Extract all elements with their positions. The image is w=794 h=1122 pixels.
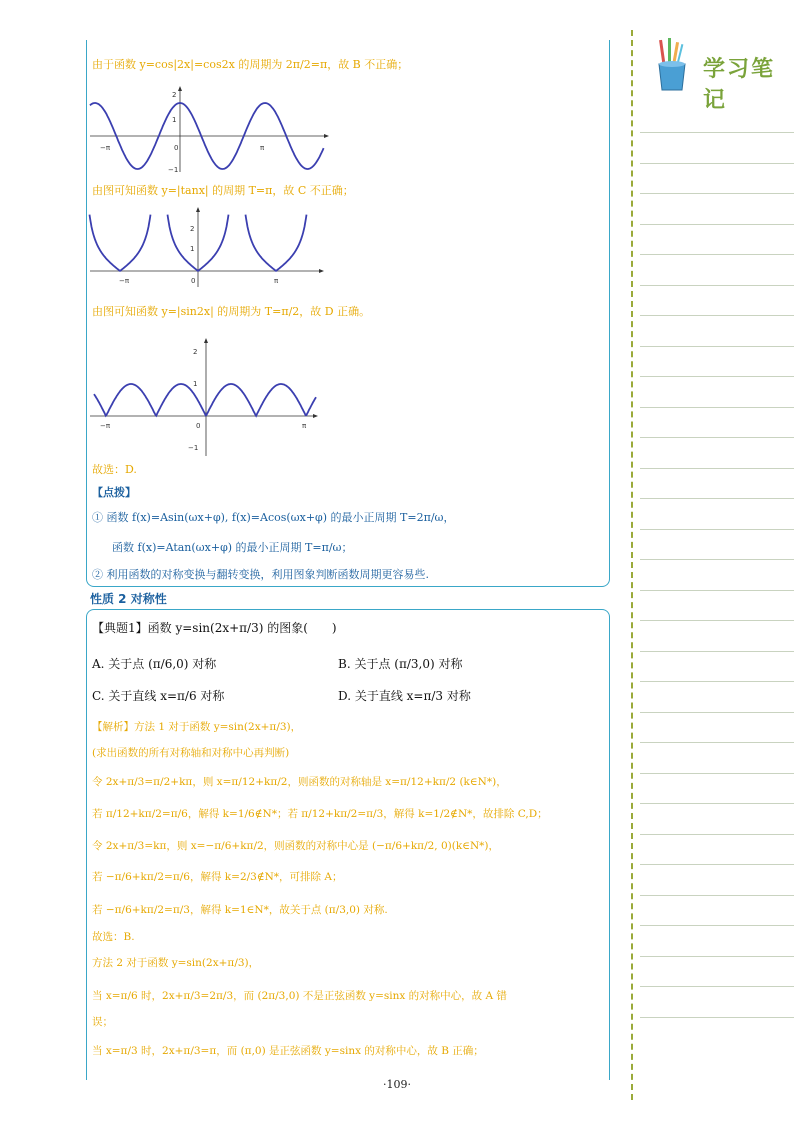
tick-label: 2 <box>193 348 198 356</box>
note-line <box>640 254 794 255</box>
note-line <box>640 407 794 408</box>
tip-title: 【点拨】 <box>92 486 136 499</box>
option-a: A. 关于点 (π/6,0) 对称 <box>92 657 217 671</box>
note-line <box>640 590 794 591</box>
tick-label: −1 <box>168 166 179 174</box>
note-line <box>640 986 794 987</box>
note-line <box>640 224 794 225</box>
pen-cup-icon <box>652 38 692 92</box>
note-line <box>640 132 794 133</box>
tick-label: 2 <box>190 225 195 233</box>
tick-label: −π <box>100 422 111 430</box>
note-line <box>640 437 794 438</box>
note-line <box>640 773 794 774</box>
tick-label: 0 <box>174 144 179 152</box>
solution-line: 方法 2 对于函数 y=sin(2x+π/3)， <box>92 957 260 969</box>
solution-line: 若 −π/6+kπ/2=π/6，解得 k=2/3∉N*，可排除 A； <box>92 871 343 883</box>
note-line <box>640 620 794 621</box>
tip-line: ② 利用函数的对称变换与翻转变换，利用图象判断函数周期更容易些. <box>92 568 429 581</box>
note-line <box>640 742 794 743</box>
tick-label: −π <box>119 277 130 285</box>
solution-line: 【解析】方法 1 对于函数 y=sin(2x+π/3)， <box>92 721 302 733</box>
note-line <box>640 803 794 804</box>
note-line <box>640 681 794 682</box>
tick-label: 1 <box>190 245 195 253</box>
solution-line: 若 −π/6+kπ/2=π/3，解得 k=1∈N*，故关于点 (π/3,0) 对称. <box>92 904 388 916</box>
text-line: 由于函数 y=cos|2x|=cos2x 的周期为 2π/2=π，故 B 不正确； <box>92 58 409 71</box>
page-number: ·109· <box>383 1078 411 1091</box>
solution-line: 误； <box>92 1016 113 1028</box>
notes-title: 学习笔记 <box>703 57 776 113</box>
note-line <box>640 834 794 835</box>
tick-label: −1 <box>188 444 199 452</box>
text-line: 由图可知函数 y=|sin2x| 的周期为 T=π/2，故 D 正确。 <box>92 305 371 318</box>
text-line: 故选：D. <box>92 463 137 476</box>
note-line <box>640 346 794 347</box>
note-line <box>640 651 794 652</box>
note-line <box>640 559 794 560</box>
note-line <box>640 529 794 530</box>
tick-label: π <box>274 277 279 285</box>
solution-line: (求出函数的所有对称轴和对称中心再判断) <box>92 747 290 759</box>
note-line <box>640 315 794 316</box>
note-line <box>640 864 794 865</box>
tick-label: 0 <box>196 422 201 430</box>
tick-label: π <box>260 144 265 152</box>
tip-line: ① 函数 f(x)=Asin(ωx+φ), f(x)=Acos(ωx+φ) 的最小正周期 T=2π/ω， <box>92 511 455 524</box>
text-line: 由图可知函数 y=|tanx| 的周期 T=π，故 C 不正确； <box>92 184 354 197</box>
note-line <box>640 193 794 194</box>
option-c: C. 关于直线 x=π/6 对称 <box>92 689 225 703</box>
note-line <box>640 895 794 896</box>
note-line <box>640 498 794 499</box>
note-line <box>640 956 794 957</box>
tick-label: 1 <box>193 380 198 388</box>
tick-label: π <box>302 422 307 430</box>
note-line <box>640 163 794 164</box>
notes-divider <box>631 30 633 1100</box>
question-stem: 【典题1】函数 y=sin(2x+π/3) 的图象( ) <box>92 621 337 635</box>
solution-line: 令 2x+π/3=kπ，则 x=−π/6+kπ/2，则函数的对称中心是 (−π/6+kπ/2, 0)(k∈N*)， <box>92 840 500 852</box>
option-b: B. 关于点 (π/3,0) 对称 <box>338 657 463 671</box>
note-line <box>640 925 794 926</box>
section-title: 性质 2 对称性 <box>90 592 167 606</box>
solution-line: 令 2x+π/3=π/2+kπ，则 x=π/12+kπ/2，则函数的对称轴是 x=π/12+kπ/2 (k∈N*)， <box>92 776 507 788</box>
option-d: D. 关于直线 x=π/3 对称 <box>338 689 471 703</box>
solution-line: 当 x=π/6 时，2x+π/3=2π/3，而 (2π/3,0) 不是正弦函数 y=sinx 的对称中心，故 A 错 <box>92 990 507 1002</box>
note-line <box>640 376 794 377</box>
solution-line: 若 π/12+kπ/2=π/6，解得 k=1/6∉N*；若 π/12+kπ/2=π/3，解得 k=1/2∉N*，故排除 C,D； <box>92 808 548 820</box>
tick-label: 1 <box>172 116 177 124</box>
tick-label: 2 <box>172 91 177 99</box>
solution-line: 当 x=π/3 时，2x+π/3=π，而 (π,0) 是正弦函数 y=sinx 的对称中心，故 B 正确； <box>92 1045 484 1057</box>
graph-cos2x <box>88 84 330 176</box>
tick-label: −π <box>100 144 111 152</box>
note-line <box>640 712 794 713</box>
note-line <box>640 1017 794 1018</box>
graph-abs-sin2x <box>88 336 320 458</box>
graph-abs-tanx <box>88 205 326 290</box>
tick-label: 0 <box>191 277 196 285</box>
solution-line: 故选：B. <box>92 931 135 943</box>
tip-line: 函数 f(x)=Atan(ωx+φ) 的最小正周期 T=π/ω； <box>112 541 353 554</box>
note-line <box>640 468 794 469</box>
note-line <box>640 285 794 286</box>
